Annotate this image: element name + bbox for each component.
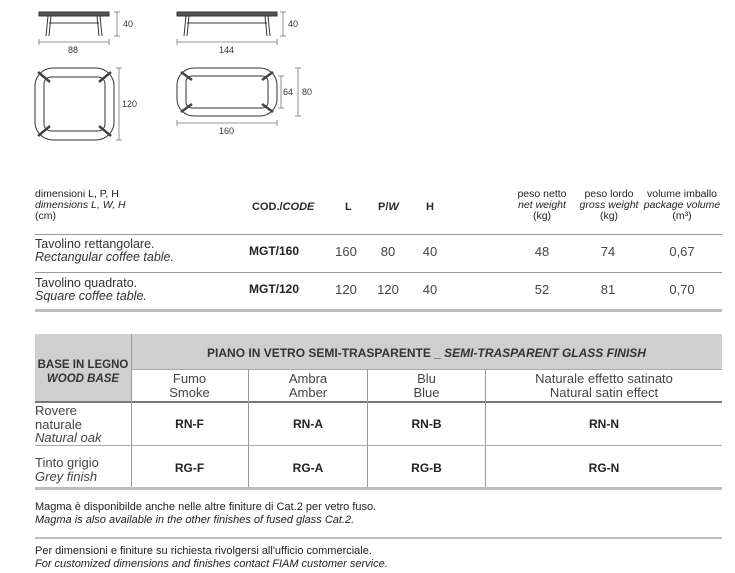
rectangular-table-side-view: [177, 12, 277, 36]
length-value: 160: [335, 244, 357, 259]
divider: [131, 369, 722, 370]
dim-label: 64: [283, 87, 294, 97]
net-weight-value: 48: [534, 244, 550, 259]
row-label: Rovere naturale Natural oak: [35, 403, 102, 445]
square-table-side-view: [39, 12, 109, 36]
volume-value: 0,67: [669, 244, 695, 259]
divider: [35, 537, 722, 539]
column-header-amber: Ambra Amber: [288, 371, 328, 400]
gross-weight-value: 81: [600, 282, 616, 297]
finish-code: RN-F: [175, 417, 204, 431]
finish-code: RG-N: [588, 461, 620, 475]
dim-label: 160: [219, 126, 235, 136]
header-net-weight: peso netto net weight (kg): [517, 188, 567, 222]
divider: [35, 309, 722, 312]
square-table-top-view: [35, 68, 114, 140]
column-header-smoke: Fumo Smoke: [169, 371, 210, 400]
divider: [35, 272, 722, 273]
header-gross-weight: peso lordo gross weight (kg): [579, 188, 639, 222]
dim-label: 40: [288, 19, 299, 29]
width-value: 120: [377, 282, 399, 297]
finish-code: RN-A: [293, 417, 323, 431]
dim-label: 40: [123, 19, 134, 29]
divider: [35, 445, 722, 446]
length-value: 120: [335, 282, 357, 297]
header-height: H: [426, 201, 434, 213]
gross-weight-value: 74: [600, 244, 616, 259]
finish-code: RN-B: [411, 417, 442, 431]
header-length: L: [345, 201, 352, 213]
header-code: COD./CODE: [252, 201, 315, 213]
column-header-natural-satin: Naturale effetto satinato Natural satin effect: [535, 371, 673, 400]
glass-finish-header: PIANO IN VETRO SEMI-TRASPARENTE _ SEMI-TRASPARENT GLASS FINISH: [207, 346, 646, 360]
header-dimensions: dimensioni L, P, H dimensions L, W, H (cm): [35, 188, 126, 222]
row-label: Tinto grigio Grey finish: [35, 455, 99, 484]
finish-code: RN-N: [589, 417, 619, 431]
column-header-blue: Blu Blue: [413, 371, 440, 400]
product-code: MGT/120: [249, 282, 300, 296]
dim-label: 80: [302, 87, 313, 97]
width-value: 80: [380, 244, 396, 259]
volume-value: 0,70: [669, 282, 695, 297]
net-weight-value: 52: [534, 282, 550, 297]
height-value: 40: [422, 282, 438, 297]
height-value: 40: [422, 244, 438, 259]
base-header: BASE IN LEGNO WOOD BASE: [37, 359, 129, 385]
product-code: MGT/160: [249, 244, 300, 258]
product-name: Tavolino quadrato. Square coffee table.: [35, 276, 147, 303]
dim-label: 144: [219, 45, 235, 55]
dim-label: 120: [122, 99, 138, 109]
divider: [35, 234, 722, 235]
divider: [35, 401, 722, 403]
header-width: P/W: [378, 201, 399, 213]
custom-order-note: Per dimensioni e finiture su richiesta rivolgersi all'ufficio commerciale. For customized dimensions and finishes contact FIAM customer service.: [35, 545, 388, 570]
finish-code: RG-B: [411, 461, 442, 475]
divider: [35, 487, 722, 490]
finish-code: RG-A: [292, 461, 324, 475]
product-name: Tavolino rettangolare. Rectangular coffee table.: [35, 237, 174, 264]
technical-drawings: [0, 0, 735, 180]
rectangular-table-top-view: [177, 68, 277, 116]
availability-note: Magma è disponibilde anche nelle altre finiture di Cat.2 per vetro fuso. Magma is also available in the other finishes of fused glass Cat.2.: [35, 501, 377, 526]
header-package-volume: volume imballo package volume (m³): [643, 188, 721, 222]
dim-label: 88: [68, 45, 79, 55]
finish-code: RG-F: [174, 461, 205, 475]
